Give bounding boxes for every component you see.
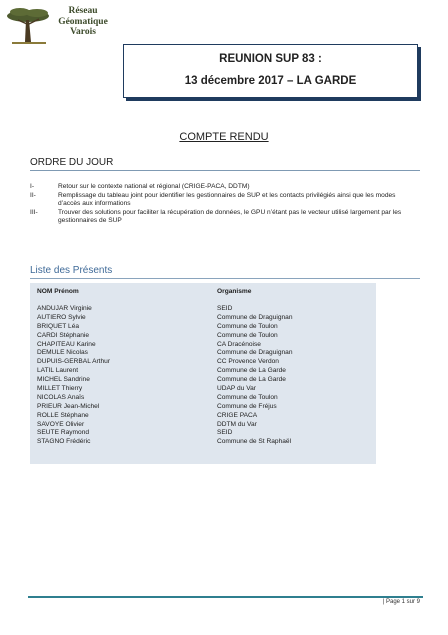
title-box bbox=[123, 44, 418, 98]
attendees-table bbox=[30, 283, 376, 464]
column-header-name: NOM Prénom bbox=[37, 288, 79, 295]
attendee-organisation: Commune de La Garde bbox=[217, 376, 286, 384]
agenda-item-text: Remplissage du tableau joint pour identifier les gestionnaires de SUP et les contacts privilégiés ainsi que les modes d’accès aux informations bbox=[58, 192, 396, 207]
attendee-organisation: DDTM du Var bbox=[217, 420, 257, 428]
meeting-date: 13 décembre 2017 – LA GARDE bbox=[184, 75, 357, 87]
agenda-list bbox=[30, 183, 410, 226]
attendee-name: SEUTE Raymond bbox=[37, 429, 90, 437]
agenda-item bbox=[30, 183, 410, 191]
table-row bbox=[30, 358, 376, 367]
table-row bbox=[30, 394, 376, 403]
attendee-name: NICOLAS Anaïs bbox=[37, 393, 85, 401]
table-row bbox=[30, 305, 376, 314]
agenda-item-number: II- bbox=[30, 192, 36, 199]
document-heading bbox=[0, 131, 448, 143]
footer-divider bbox=[28, 596, 423, 598]
page-number: | Page 1 sur 9 bbox=[382, 599, 420, 605]
attendee-name: ROLLE Stéphane bbox=[37, 411, 89, 419]
table-row bbox=[30, 349, 376, 358]
attendee-name: PRIEUR Jean-Michel bbox=[37, 402, 100, 410]
table-row bbox=[30, 429, 376, 438]
table-row bbox=[30, 438, 376, 447]
compte-rendu-label: COMPTE RENDU bbox=[179, 131, 269, 143]
table-row bbox=[30, 376, 376, 385]
attendee-organisation: Commune de St Raphaël bbox=[217, 438, 292, 446]
table-row bbox=[30, 314, 376, 323]
attendee-organisation: Commune de Draguignan bbox=[217, 349, 293, 357]
attendee-organisation: SEID bbox=[217, 305, 233, 312]
attendee-name: SAVOYE Olivier bbox=[37, 420, 85, 428]
agenda-item-number: III- bbox=[30, 209, 38, 216]
attendee-name: STAGNO Frédéric bbox=[37, 438, 91, 446]
agenda-item bbox=[30, 209, 410, 225]
attendee-organisation: Commune de Toulon bbox=[217, 393, 278, 401]
column-header-organisation: Organisme bbox=[217, 288, 252, 295]
logo-line: Varois bbox=[70, 27, 96, 37]
table-row bbox=[30, 403, 376, 412]
attendee-name: MICHEL Sandrine bbox=[37, 376, 90, 384]
attendee-name: DEMULE Nicolas bbox=[37, 349, 88, 357]
attendee-organisation: UDAP du Var bbox=[217, 385, 256, 393]
attendee-organisation: CA Dracénoise bbox=[217, 340, 261, 348]
attendee-name: MILLET Thierry bbox=[37, 385, 83, 393]
heading-divider bbox=[30, 278, 420, 279]
attendee-organisation: Commune de Fréjus bbox=[217, 402, 277, 410]
attendee-name: CARDI Stéphanie bbox=[37, 331, 90, 339]
agenda-item-text: Trouver des solutions pour faciliter la récupération de données, le GPU n’étant pas le vecteur utilisé largement par les gestionnaires de SUP bbox=[58, 209, 402, 224]
attendee-name: AUTIERO Sylvie bbox=[37, 313, 86, 321]
table-row bbox=[30, 323, 376, 332]
table-row bbox=[30, 332, 376, 341]
attendees-section-heading bbox=[30, 265, 420, 276]
attendees-heading-label: Liste des Présents bbox=[30, 265, 113, 276]
agenda-item-text: Retour sur le contexte national et régional (CRIGE-PACA, DDTM) bbox=[58, 183, 250, 190]
table-row bbox=[30, 341, 376, 350]
meeting-title: REUNION SUP 83 : bbox=[219, 53, 322, 65]
logo-text bbox=[52, 6, 114, 38]
attendee-name: BRIQUET Léa bbox=[37, 322, 80, 330]
attendee-name: ANDUJAR Virginie bbox=[37, 305, 92, 312]
logo-line: Géomatique bbox=[58, 16, 108, 27]
attendee-organisation: CC Provence Verdon bbox=[217, 358, 279, 366]
attendee-name: LATIL Laurent bbox=[37, 367, 79, 375]
attendee-name: CHAPITEAU Karine bbox=[37, 340, 96, 348]
table-row bbox=[30, 421, 376, 430]
heading-divider bbox=[30, 170, 420, 171]
attendee-organisation: SEID bbox=[217, 429, 233, 437]
attendee-organisation: Commune de Toulon bbox=[217, 322, 278, 330]
attendee-organisation: Commune de Draguignan bbox=[217, 313, 293, 321]
attendees-rows bbox=[30, 305, 376, 447]
table-row bbox=[30, 412, 376, 421]
attendee-organisation: Commune de Toulon bbox=[217, 331, 278, 339]
table-row bbox=[30, 385, 376, 394]
agenda-heading-label: ORDRE DU JOUR bbox=[30, 157, 114, 168]
tree-icon bbox=[6, 4, 56, 50]
attendee-name: DUPUIS-GERBAL Arthur bbox=[37, 358, 111, 366]
agenda-item-number: I- bbox=[30, 183, 35, 190]
logo bbox=[6, 4, 116, 50]
attendee-organisation: Commune de La Garde bbox=[217, 367, 286, 375]
logo-line: Réseau bbox=[68, 6, 98, 16]
attendee-organisation: CRIGE PACA bbox=[217, 411, 258, 419]
agenda-section-heading bbox=[30, 157, 420, 168]
agenda-item bbox=[30, 192, 410, 208]
table-row bbox=[30, 367, 376, 376]
